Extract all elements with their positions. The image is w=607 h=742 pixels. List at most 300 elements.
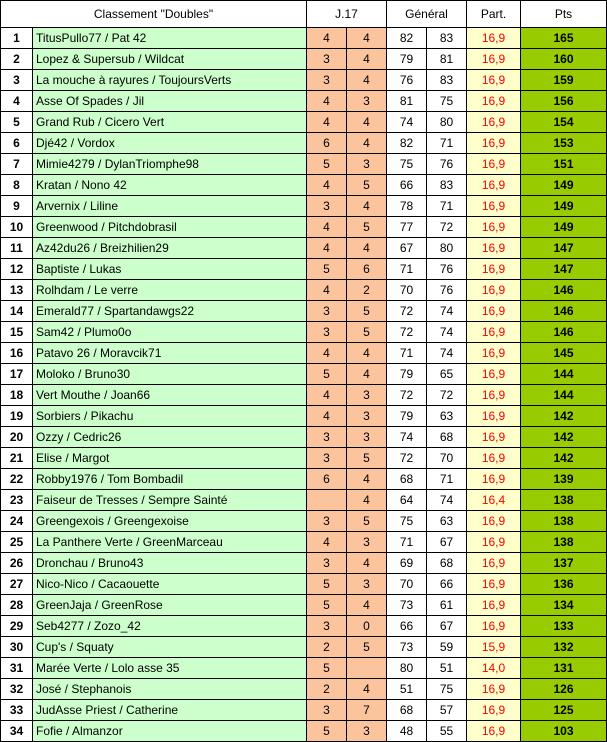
table-row bbox=[1, 217, 607, 238]
j17-score-2-cell: 3 bbox=[347, 721, 387, 742]
j17-score-1-cell: 4 bbox=[307, 385, 347, 406]
general-score-1-cell: 74 bbox=[387, 427, 427, 448]
table-row bbox=[1, 637, 607, 658]
j17-score-2-cell: 5 bbox=[347, 511, 387, 532]
j17-score-2-cell: 4 bbox=[347, 49, 387, 70]
j17-score-2-cell: 4 bbox=[347, 70, 387, 91]
part-cell: 16,9 bbox=[467, 700, 521, 721]
table-row bbox=[1, 28, 607, 49]
j17-score-1-cell: 4 bbox=[307, 28, 347, 49]
part-cell: 16,9 bbox=[467, 679, 521, 700]
general-score-2-cell: 71 bbox=[427, 469, 467, 490]
general-score-2-cell: 59 bbox=[427, 637, 467, 658]
pair-name-cell: La mouche à rayures / ToujoursVerts bbox=[33, 70, 307, 91]
general-score-1-cell: 69 bbox=[387, 553, 427, 574]
pair-name-cell: José / Stephanois bbox=[33, 679, 307, 700]
pts-cell: 144 bbox=[521, 385, 607, 406]
pair-name-cell: GreenJaja / GreenRose bbox=[33, 595, 307, 616]
pts-cell: 139 bbox=[521, 469, 607, 490]
rank-cell: 31 bbox=[1, 658, 33, 679]
rank-cell: 29 bbox=[1, 616, 33, 637]
pair-name-cell: Elise / Margot bbox=[33, 448, 307, 469]
general-score-1-cell: 75 bbox=[387, 154, 427, 175]
j17-score-2-cell: 3 bbox=[347, 406, 387, 427]
j17-header: J.17 bbox=[307, 1, 387, 28]
part-cell: 16,9 bbox=[467, 448, 521, 469]
rank-cell: 14 bbox=[1, 301, 33, 322]
pts-cell: 147 bbox=[521, 238, 607, 259]
j17-score-1-cell: 3 bbox=[307, 553, 347, 574]
pts-cell: 137 bbox=[521, 553, 607, 574]
part-cell: 16,9 bbox=[467, 91, 521, 112]
part-cell: 16,9 bbox=[467, 28, 521, 49]
j17-score-2-cell: 5 bbox=[347, 448, 387, 469]
pts-cell: 146 bbox=[521, 322, 607, 343]
part-cell: 16,9 bbox=[467, 280, 521, 301]
rank-cell: 7 bbox=[1, 154, 33, 175]
part-cell: 16,9 bbox=[467, 616, 521, 637]
rank-cell: 17 bbox=[1, 364, 33, 385]
general-score-2-cell: 71 bbox=[427, 133, 467, 154]
part-cell: 15,9 bbox=[467, 637, 521, 658]
j17-score-2-cell: 4 bbox=[347, 343, 387, 364]
general-score-1-cell: 76 bbox=[387, 70, 427, 91]
pair-name-cell: Rolhdam / Le verre bbox=[33, 280, 307, 301]
table-row bbox=[1, 679, 607, 700]
part-cell: 14,0 bbox=[467, 658, 521, 679]
pts-cell: 144 bbox=[521, 364, 607, 385]
general-score-2-cell: 71 bbox=[427, 196, 467, 217]
rank-cell: 6 bbox=[1, 133, 33, 154]
part-cell: 16,9 bbox=[467, 385, 521, 406]
pts-cell: 142 bbox=[521, 448, 607, 469]
j17-score-2-cell: 4 bbox=[347, 28, 387, 49]
general-score-2-cell: 65 bbox=[427, 364, 467, 385]
j17-score-1-cell: 3 bbox=[307, 511, 347, 532]
part-cell: 16,9 bbox=[467, 721, 521, 742]
general-score-1-cell: 71 bbox=[387, 532, 427, 553]
rank-cell: 13 bbox=[1, 280, 33, 301]
pair-name-cell: Emerald77 / Spartandawgs22 bbox=[33, 301, 307, 322]
j17-score-2-cell: 3 bbox=[347, 91, 387, 112]
general-score-2-cell: 66 bbox=[427, 574, 467, 595]
pair-name-cell: Sorbiers / Pikachu bbox=[33, 406, 307, 427]
j17-score-2-cell: 6 bbox=[347, 259, 387, 280]
table-row bbox=[1, 469, 607, 490]
general-score-1-cell: 66 bbox=[387, 175, 427, 196]
pair-name-cell: Baptiste / Lukas bbox=[33, 259, 307, 280]
part-cell: 16,9 bbox=[467, 112, 521, 133]
pair-name-cell: Djé42 / Vordox bbox=[33, 133, 307, 154]
pts-header: Pts bbox=[521, 1, 607, 28]
j17-score-1-cell: 2 bbox=[307, 679, 347, 700]
general-score-1-cell: 64 bbox=[387, 490, 427, 511]
table-row bbox=[1, 511, 607, 532]
rank-cell: 12 bbox=[1, 259, 33, 280]
j17-score-2-cell: 7 bbox=[347, 700, 387, 721]
j17-score-1-cell: 2 bbox=[307, 637, 347, 658]
j17-score-1-cell: 5 bbox=[307, 574, 347, 595]
j17-score-2-cell: 2 bbox=[347, 280, 387, 301]
table-body bbox=[1, 28, 607, 742]
j17-score-1-cell: 3 bbox=[307, 448, 347, 469]
j17-score-1-cell bbox=[307, 490, 347, 511]
j17-score-2-cell: 3 bbox=[347, 154, 387, 175]
j17-score-2-cell: 5 bbox=[347, 175, 387, 196]
part-header: Part. bbox=[467, 1, 521, 28]
rank-cell: 1 bbox=[1, 28, 33, 49]
j17-score-2-cell: 4 bbox=[347, 469, 387, 490]
pair-name-cell: Asse Of Spades / Jil bbox=[33, 91, 307, 112]
table-row bbox=[1, 91, 607, 112]
j17-score-1-cell: 5 bbox=[307, 259, 347, 280]
table-row bbox=[1, 700, 607, 721]
j17-score-2-cell: 3 bbox=[347, 427, 387, 448]
part-cell: 16,9 bbox=[467, 427, 521, 448]
general-score-1-cell: 71 bbox=[387, 259, 427, 280]
rank-cell: 15 bbox=[1, 322, 33, 343]
pair-name-cell: Mimie4279 / DylanTriomphe98 bbox=[33, 154, 307, 175]
general-score-2-cell: 51 bbox=[427, 658, 467, 679]
general-score-1-cell: 80 bbox=[387, 658, 427, 679]
table-row bbox=[1, 196, 607, 217]
part-cell: 16,9 bbox=[467, 70, 521, 91]
rank-cell: 30 bbox=[1, 637, 33, 658]
pts-cell: 146 bbox=[521, 280, 607, 301]
table-row bbox=[1, 301, 607, 322]
general-score-2-cell: 63 bbox=[427, 406, 467, 427]
general-score-1-cell: 66 bbox=[387, 616, 427, 637]
table-row bbox=[1, 616, 607, 637]
general-score-1-cell: 68 bbox=[387, 469, 427, 490]
table-row bbox=[1, 658, 607, 679]
rank-cell: 18 bbox=[1, 385, 33, 406]
pts-cell: 153 bbox=[521, 133, 607, 154]
part-cell: 16,9 bbox=[467, 154, 521, 175]
general-score-2-cell: 76 bbox=[427, 280, 467, 301]
table-row bbox=[1, 406, 607, 427]
j17-score-1-cell: 6 bbox=[307, 133, 347, 154]
general-score-2-cell: 74 bbox=[427, 490, 467, 511]
j17-score-2-cell: 5 bbox=[347, 217, 387, 238]
pts-cell: 103 bbox=[521, 721, 607, 742]
pts-cell: 160 bbox=[521, 49, 607, 70]
j17-score-2-cell: 3 bbox=[347, 574, 387, 595]
j17-score-2-cell: 3 bbox=[347, 385, 387, 406]
j17-score-2-cell: 4 bbox=[347, 595, 387, 616]
part-cell: 16,4 bbox=[467, 490, 521, 511]
pair-name-cell: Arvernix / Liline bbox=[33, 196, 307, 217]
pts-cell: 138 bbox=[521, 532, 607, 553]
j17-score-1-cell: 5 bbox=[307, 595, 347, 616]
part-cell: 16,9 bbox=[467, 553, 521, 574]
general-score-1-cell: 74 bbox=[387, 112, 427, 133]
rank-cell: 3 bbox=[1, 70, 33, 91]
general-score-1-cell: 79 bbox=[387, 364, 427, 385]
general-header: Général bbox=[387, 1, 467, 28]
table-row bbox=[1, 238, 607, 259]
table-row bbox=[1, 427, 607, 448]
pair-name-cell: Patavo 26 / Moravcik71 bbox=[33, 343, 307, 364]
table-row bbox=[1, 133, 607, 154]
j17-score-2-cell: 4 bbox=[347, 196, 387, 217]
general-score-2-cell: 75 bbox=[427, 679, 467, 700]
general-score-1-cell: 78 bbox=[387, 196, 427, 217]
general-score-2-cell: 67 bbox=[427, 616, 467, 637]
pts-cell: 165 bbox=[521, 28, 607, 49]
pts-cell: 146 bbox=[521, 301, 607, 322]
part-cell: 16,9 bbox=[467, 175, 521, 196]
rank-cell: 33 bbox=[1, 700, 33, 721]
rank-cell: 20 bbox=[1, 427, 33, 448]
general-score-1-cell: 68 bbox=[387, 700, 427, 721]
pts-cell: 138 bbox=[521, 511, 607, 532]
pair-name-cell: Kratan / Nono 42 bbox=[33, 175, 307, 196]
pts-cell: 149 bbox=[521, 217, 607, 238]
pts-cell: 149 bbox=[521, 175, 607, 196]
pts-cell: 132 bbox=[521, 637, 607, 658]
j17-score-1-cell: 4 bbox=[307, 532, 347, 553]
rank-cell: 26 bbox=[1, 553, 33, 574]
general-score-2-cell: 68 bbox=[427, 427, 467, 448]
pair-name-cell: JudAsse Priest / Catherine bbox=[33, 700, 307, 721]
general-score-2-cell: 70 bbox=[427, 448, 467, 469]
part-cell: 16,9 bbox=[467, 301, 521, 322]
pair-name-cell: La Panthere Verte / GreenMarceau bbox=[33, 532, 307, 553]
part-cell: 16,9 bbox=[467, 406, 521, 427]
general-score-2-cell: 57 bbox=[427, 700, 467, 721]
pts-cell: 126 bbox=[521, 679, 607, 700]
j17-score-1-cell: 3 bbox=[307, 616, 347, 637]
j17-score-1-cell: 3 bbox=[307, 70, 347, 91]
general-score-2-cell: 83 bbox=[427, 175, 467, 196]
general-score-2-cell: 61 bbox=[427, 595, 467, 616]
general-score-2-cell: 76 bbox=[427, 259, 467, 280]
general-score-2-cell: 68 bbox=[427, 553, 467, 574]
j17-score-1-cell: 5 bbox=[307, 154, 347, 175]
general-score-1-cell: 77 bbox=[387, 217, 427, 238]
part-cell: 16,9 bbox=[467, 469, 521, 490]
part-cell: 16,9 bbox=[467, 364, 521, 385]
table-row bbox=[1, 553, 607, 574]
j17-score-2-cell: 5 bbox=[347, 637, 387, 658]
table-title: Classement "Doubles" bbox=[1, 1, 307, 28]
j17-score-2-cell: 0 bbox=[347, 616, 387, 637]
table-row bbox=[1, 280, 607, 301]
j17-score-1-cell: 5 bbox=[307, 721, 347, 742]
pair-name-cell: Nico-Nico / Cacaouette bbox=[33, 574, 307, 595]
j17-score-1-cell: 4 bbox=[307, 343, 347, 364]
j17-score-2-cell: 4 bbox=[347, 112, 387, 133]
j17-score-2-cell bbox=[347, 658, 387, 679]
general-score-2-cell: 74 bbox=[427, 343, 467, 364]
part-cell: 16,9 bbox=[467, 238, 521, 259]
j17-score-1-cell: 5 bbox=[307, 658, 347, 679]
table-row bbox=[1, 112, 607, 133]
general-score-2-cell: 80 bbox=[427, 112, 467, 133]
pair-name-cell: Grand Rub / Cicero Vert bbox=[33, 112, 307, 133]
general-score-1-cell: 51 bbox=[387, 679, 427, 700]
general-score-1-cell: 73 bbox=[387, 637, 427, 658]
rank-cell: 24 bbox=[1, 511, 33, 532]
j17-score-1-cell: 4 bbox=[307, 406, 347, 427]
j17-score-1-cell: 3 bbox=[307, 301, 347, 322]
pts-cell: 142 bbox=[521, 406, 607, 427]
pair-name-cell: Lopez & Supersub / Wildcat bbox=[33, 49, 307, 70]
j17-score-2-cell: 5 bbox=[347, 322, 387, 343]
j17-score-1-cell: 5 bbox=[307, 364, 347, 385]
part-cell: 16,9 bbox=[467, 259, 521, 280]
j17-score-1-cell: 4 bbox=[307, 175, 347, 196]
table-row bbox=[1, 322, 607, 343]
j17-score-2-cell: 4 bbox=[347, 679, 387, 700]
pts-cell: 151 bbox=[521, 154, 607, 175]
general-score-2-cell: 67 bbox=[427, 532, 467, 553]
rank-cell: 32 bbox=[1, 679, 33, 700]
j17-score-1-cell: 3 bbox=[307, 196, 347, 217]
table-row bbox=[1, 385, 607, 406]
general-score-1-cell: 73 bbox=[387, 595, 427, 616]
general-score-1-cell: 67 bbox=[387, 238, 427, 259]
pair-name-cell: Greengexois / Greengexoise bbox=[33, 511, 307, 532]
pts-cell: 156 bbox=[521, 91, 607, 112]
j17-score-1-cell: 3 bbox=[307, 322, 347, 343]
pair-name-cell: Az42du26 / Breizhilien29 bbox=[33, 238, 307, 259]
j17-score-1-cell: 4 bbox=[307, 91, 347, 112]
pair-name-cell: Fofie / Almanzor bbox=[33, 721, 307, 742]
pair-name-cell: Robby1976 / Tom Bombadil bbox=[33, 469, 307, 490]
general-score-1-cell: 48 bbox=[387, 721, 427, 742]
part-cell: 16,9 bbox=[467, 574, 521, 595]
rank-cell: 10 bbox=[1, 217, 33, 238]
j17-score-1-cell: 4 bbox=[307, 280, 347, 301]
rank-cell: 27 bbox=[1, 574, 33, 595]
pts-cell: 149 bbox=[521, 196, 607, 217]
general-score-2-cell: 83 bbox=[427, 70, 467, 91]
general-score-1-cell: 70 bbox=[387, 280, 427, 301]
general-score-1-cell: 71 bbox=[387, 343, 427, 364]
part-cell: 16,9 bbox=[467, 343, 521, 364]
j17-score-1-cell: 3 bbox=[307, 427, 347, 448]
pair-name-cell: Greenwood / Pitchdobrasil bbox=[33, 217, 307, 238]
general-score-1-cell: 72 bbox=[387, 322, 427, 343]
part-cell: 16,9 bbox=[467, 595, 521, 616]
j17-score-2-cell: 4 bbox=[347, 553, 387, 574]
pts-cell: 159 bbox=[521, 70, 607, 91]
general-score-1-cell: 82 bbox=[387, 28, 427, 49]
pair-name-cell: Faiseur de Tresses / Sempre Sainté bbox=[33, 490, 307, 511]
rank-cell: 4 bbox=[1, 91, 33, 112]
pts-cell: 147 bbox=[521, 259, 607, 280]
pair-name-cell: Seb4277 / Zozo_42 bbox=[33, 616, 307, 637]
general-score-2-cell: 80 bbox=[427, 238, 467, 259]
j17-score-1-cell: 4 bbox=[307, 217, 347, 238]
pair-name-cell: Cup's / Squaty bbox=[33, 637, 307, 658]
table-row bbox=[1, 574, 607, 595]
j17-score-2-cell: 4 bbox=[347, 490, 387, 511]
pair-name-cell: TitusPullo77 / Pat 42 bbox=[33, 28, 307, 49]
general-score-2-cell: 74 bbox=[427, 322, 467, 343]
pair-name-cell: Vert Mouthe / Joan66 bbox=[33, 385, 307, 406]
table-row bbox=[1, 259, 607, 280]
table-row bbox=[1, 49, 607, 70]
rank-cell: 5 bbox=[1, 112, 33, 133]
j17-score-2-cell: 3 bbox=[347, 532, 387, 553]
pair-name-cell: Ozzy / Cedric26 bbox=[33, 427, 307, 448]
general-score-1-cell: 75 bbox=[387, 511, 427, 532]
general-score-1-cell: 81 bbox=[387, 91, 427, 112]
pair-name-cell: Sam42 / Plumo0o bbox=[33, 322, 307, 343]
general-score-1-cell: 72 bbox=[387, 301, 427, 322]
pts-cell: 125 bbox=[521, 700, 607, 721]
part-cell: 16,9 bbox=[467, 532, 521, 553]
rank-cell: 8 bbox=[1, 175, 33, 196]
general-score-1-cell: 82 bbox=[387, 133, 427, 154]
table-row bbox=[1, 343, 607, 364]
pair-name-cell: Moloko / Bruno30 bbox=[33, 364, 307, 385]
rank-cell: 2 bbox=[1, 49, 33, 70]
rank-cell: 19 bbox=[1, 406, 33, 427]
rank-cell: 34 bbox=[1, 721, 33, 742]
j17-score-2-cell: 5 bbox=[347, 301, 387, 322]
part-cell: 16,9 bbox=[467, 511, 521, 532]
table-row bbox=[1, 154, 607, 175]
general-score-2-cell: 55 bbox=[427, 721, 467, 742]
j17-score-1-cell: 3 bbox=[307, 700, 347, 721]
part-cell: 16,9 bbox=[467, 133, 521, 154]
pts-cell: 136 bbox=[521, 574, 607, 595]
rank-cell: 21 bbox=[1, 448, 33, 469]
rank-cell: 9 bbox=[1, 196, 33, 217]
table-row bbox=[1, 532, 607, 553]
pair-name-cell: Dronchau / Bruno43 bbox=[33, 553, 307, 574]
pts-cell: 133 bbox=[521, 616, 607, 637]
pts-cell: 131 bbox=[521, 658, 607, 679]
part-cell: 16,9 bbox=[467, 49, 521, 70]
pts-cell: 134 bbox=[521, 595, 607, 616]
general-score-2-cell: 76 bbox=[427, 154, 467, 175]
table-row bbox=[1, 175, 607, 196]
pts-cell: 138 bbox=[521, 490, 607, 511]
j17-score-2-cell: 4 bbox=[347, 133, 387, 154]
j17-score-1-cell: 4 bbox=[307, 112, 347, 133]
table-row bbox=[1, 490, 607, 511]
j17-score-1-cell: 4 bbox=[307, 238, 347, 259]
table-row bbox=[1, 595, 607, 616]
rank-cell: 22 bbox=[1, 469, 33, 490]
j17-score-2-cell: 4 bbox=[347, 364, 387, 385]
header-row bbox=[1, 1, 607, 28]
j17-score-2-cell: 4 bbox=[347, 238, 387, 259]
table-row bbox=[1, 721, 607, 742]
table-row bbox=[1, 70, 607, 91]
general-score-2-cell: 83 bbox=[427, 28, 467, 49]
pts-cell: 142 bbox=[521, 427, 607, 448]
part-cell: 16,9 bbox=[467, 322, 521, 343]
general-score-1-cell: 79 bbox=[387, 49, 427, 70]
rank-cell: 11 bbox=[1, 238, 33, 259]
part-cell: 16,9 bbox=[467, 217, 521, 238]
rank-cell: 25 bbox=[1, 532, 33, 553]
general-score-1-cell: 72 bbox=[387, 385, 427, 406]
rank-cell: 23 bbox=[1, 490, 33, 511]
general-score-1-cell: 79 bbox=[387, 406, 427, 427]
part-cell: 16,9 bbox=[467, 196, 521, 217]
rank-cell: 16 bbox=[1, 343, 33, 364]
pair-name-cell: Marée Verte / Lolo asse 35 bbox=[33, 658, 307, 679]
general-score-2-cell: 81 bbox=[427, 49, 467, 70]
pts-cell: 145 bbox=[521, 343, 607, 364]
